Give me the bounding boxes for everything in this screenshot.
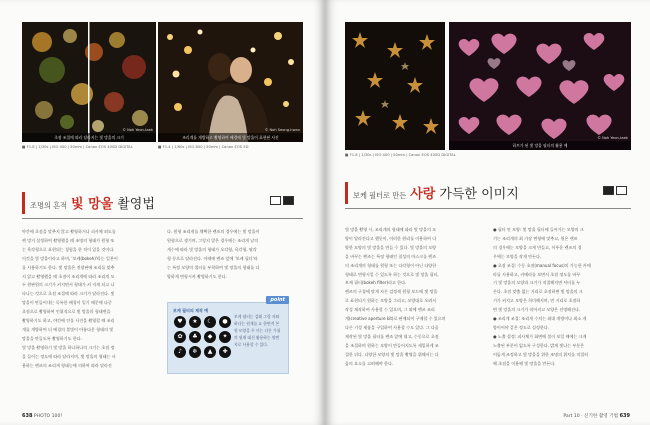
text-line: 다. 원형 조리개를 채택한 렌즈의 경우에는 빛 망울이 [167, 229, 260, 234]
couple-photo [158, 22, 303, 142]
text-line: 원형으로 생기며, 그렇지 않은 경우에는 조리개 날의 [167, 237, 259, 243]
right-footer [563, 413, 630, 419]
bokeh-shape-icon: ● [219, 316, 231, 328]
text-line: 보케 필터(bokeh filter)라고 한다. [345, 280, 407, 286]
left-heading-icons [270, 196, 294, 205]
text-line: 망울을 만들도록 촬영하기도 한다. [22, 335, 82, 341]
text-line: 다른 기성 제품을 구입하여 사용할 수도 있다. 그 다음 [345, 324, 439, 330]
right-heading-icons [603, 186, 627, 195]
text-line: 면 빛 망울의 크기가 작아지고 모양은 선명해진다. [493, 307, 581, 313]
page-icon [616, 186, 627, 195]
photo-2-exif: ■ F1.4 | 1/60s | ISO 800 | 50mm | Canon EOS 5D [158, 145, 249, 149]
text-line: 기 빛 망울의 모양과 크기가 적절해지면 셔터를 누 [493, 280, 581, 286]
left-page-number: 638 [22, 413, 33, 419]
right-column-2 [493, 226, 631, 369]
photo-4-credit: © Noh Yeon-taek [597, 136, 628, 140]
text-line: 형태로 변형시킬 수 있도록 하는 것으로 빛 망울 필터, [345, 271, 439, 277]
text-line: ● 필터 안 모양: 빛 망울 필터에 들어가는 모양의 크 [493, 227, 584, 232]
text-line: 이것을 빛 망울이라고 하며, '보케(bokeh)'라는 일본어 [22, 255, 118, 261]
point-title: 보케 필터의 제작 예 [173, 308, 209, 313]
bokeh-shape-icon: ♥ [174, 316, 186, 328]
left-heading-accent: 빛 망울 [71, 197, 114, 212]
bokeh-photo-1 [22, 22, 156, 142]
photo-1-exif: ■ F1.8 | 1/30s | ISO 400 | 50mm | Canon EOS 400D DIGITAL [22, 145, 133, 149]
text-line: 두 원판원의 크기가 커지면서 형태가 커 지게 되고 나 [22, 282, 115, 288]
bokeh-shape-icon: ♪ [174, 346, 186, 358]
text-line: 절한 뒤다. 다양한 모양의 빛 망울 촬영을 위해서는 다 [345, 351, 439, 357]
text-line: 의 경우에는 모양을 크게 만들고, 이뚜운 렌즈의 경 [493, 244, 582, 250]
bokeh-shape-icon: ✿ [174, 331, 186, 343]
left-column-2 [167, 228, 303, 281]
text-line: 야간에 초점을 맞추지 않고 촬영하거나 피사체 외도를 [22, 229, 116, 234]
couple-photo-image [158, 22, 303, 142]
right-heading-accent-bar [345, 182, 348, 204]
text-line: 라를 사용하고, 카메라를 보면서 초점 정도를 바꾸 [493, 271, 581, 277]
right-section-title: Part 10 · 신기한 촬영 기법 [563, 414, 619, 419]
text-line: ● 조리개 조절: 조리개 수치는 최대 개방이나 최소 개 [493, 316, 587, 322]
bokeh-shape-icon: ✚ [219, 346, 231, 358]
left-footer [22, 413, 62, 419]
left-heading-small: 조명의 흔적 [30, 201, 68, 210]
left-heading [30, 193, 155, 212]
photo-1-credit: © Noh Yeon-taek [122, 128, 153, 132]
left-book-title: PHOTO 100! [33, 414, 63, 419]
text-line: 음의 요소를 고려해야 한다. [345, 360, 394, 366]
point-tag: point [266, 296, 289, 304]
bokeh-shape-icon: ★ [189, 316, 201, 328]
camera-icon [603, 186, 614, 195]
text-line: 개수에 따라 빛 망울의 형태가 오각형, 육각형, 팔각 [167, 246, 257, 252]
text-line: 개(creative aperture kit)로 판매되어 구매할 수 있으며 [345, 316, 446, 322]
text-line: 초점으로 촬영하여 인위적으로 빛 망울의 형태변을 [22, 309, 111, 315]
point-box [167, 297, 289, 374]
text-line: 의 조리개의 형태를 원형 또는 다각형이 아닌 다양한 [345, 262, 437, 268]
bokeh-photo-1-image [22, 22, 156, 142]
text-line: 양하게 변형시켜 촬영하기도 한다. [167, 273, 227, 279]
text-line: 빛 망울 촬영하기 빛 망울 하나하나의 크기는 초점 정 [22, 344, 115, 350]
star-bokeh-photo [345, 22, 445, 150]
text-line: 른다. 초점 맞춤 없는 거리로 초점하면 빛 망울의 크 [493, 289, 583, 295]
text-line: ● 노출 결정: 피사체가 화면에 불이 보일 때에는 크게 [493, 333, 587, 339]
right-column-1 [345, 226, 481, 369]
bokeh-shape-icon: ✦ [219, 331, 231, 343]
left-heading-main: 촬영법 [117, 197, 155, 212]
photo-1-caption: 초점 조절에 따라 달라지는 빛 망울의 크기 [22, 133, 156, 142]
text-line: 을 조절하며 원하는 모양이 만들어지도록 세밀하게 조 [345, 342, 439, 348]
text-line: 기가 커지고 모양은 희미해지며, 먼 거리로 초점하 [493, 298, 581, 304]
text-line: 제작된 빛 망울 필터를 렌즈 앞에 대고, 수동으로 초점 [345, 333, 439, 339]
text-line: 촬영하기도 하고, 야간에 인물 사진을 촬영할 때 조리 [22, 318, 115, 324]
heading-accent-bar [22, 192, 25, 214]
text-line: 방이어야 같은 정도로 설정한다. [493, 324, 549, 330]
page-icon [270, 196, 281, 205]
text-line: 는 육각형으로 표현되는 경험을 한 적이 있을 것이다. [22, 246, 115, 252]
camera-icon [283, 196, 294, 205]
right-page [325, 0, 650, 425]
bokeh-shape-icon: ♣ [189, 331, 201, 343]
photo-2-credit: © Noh Seong-hwan [264, 128, 300, 132]
text-line: 로 표현되기 원하는 모양을 그리고, 모양대로 오려서 [345, 298, 437, 304]
text-line: 형 등으로 달라진다. 이때에 렌즈 앞에 '보케 필터'라 [167, 255, 258, 261]
bokeh-shape-icon: ❄ [189, 346, 201, 358]
text-line: 렌즈의 구경에 맞게 자른 검정색 원형 보드에 빛 망울 [345, 289, 438, 295]
star-bokeh-image [345, 22, 445, 150]
bokeh-shape-icon: ☾ [204, 316, 216, 328]
text-line: 망울이 만들어내는 독특한 배경이 일기 때문에 다중 [22, 300, 112, 306]
text-line: 빛 망울 촬영 시, 조리개의 형태에 따라 빛 망울의 모 [345, 227, 437, 232]
right-heading-small: 보케 필터로 만든 [353, 191, 407, 200]
bokeh-shape-icon: ▲ [204, 346, 216, 358]
left-column-1 [22, 228, 158, 371]
bokeh-shape-icon: ◆ [204, 331, 216, 343]
text-line: 노출된 부분이 없도록 구성한다. 밝게 빛나는 부분은 [493, 342, 585, 348]
heart-bokeh-image [449, 22, 631, 150]
right-heading-accent: 사랑 [410, 187, 436, 202]
right-heading-rule [345, 208, 631, 209]
text-line: 어둡게 조정하고 빛 망울을 위한 조명의 위치를 적절히 [493, 351, 589, 357]
text-line: 우에는 모양을 작게 만든다. [493, 253, 542, 259]
text-line: 를 사용하기도 한다. 빛 망울은 전광판에 조리를 맞추 [22, 264, 115, 270]
text-line: 기는 조리개의 최 가장 면형에 맞추고, 원은 렌즈 [493, 235, 578, 241]
photo-2-caption: 조리개를 개방하고 촬영하여 배경에 빛 망울이 표현된 사진 [158, 133, 303, 142]
text-line: 을 바꾸는 렌즈는 특정 형태인 칠성의 마스크를 렌즈 [345, 253, 437, 259]
text-line: 타나는 것으로 초점 조절에 따라 크기가 달라진다. 빛 [22, 291, 115, 297]
text-line: 는 특정 모양의 셀터를 부착하여 빛 망울의 형태를 다 [167, 264, 260, 270]
right-exif: ■ F1.8 | 1/30s | ISO 400 | 50mm | Canon EOS 400D DIGITAL [345, 153, 456, 157]
right-heading-main: 가득한 이미지 [439, 187, 519, 202]
text-line: 지 않고 촬영했을 때 초점이 조리개에 따라 조리개 모 [22, 273, 115, 279]
point-text: 보케 필터는 검쇄 그림 자와 하다는 원재를 요 한면적 본 원 모양을 꾸 미는 다른 가위의 원재 대신 활용하는 양면지로 사용할 수 있다. [234, 314, 281, 347]
text-line: 용하는 렌즈의 조리개 형태능에 의하여 따라 달라진 [22, 362, 112, 368]
text-line: 양한 모양의 빛 망울을 만들 수 있다. 빛 망울의 모양 [345, 244, 437, 250]
text-line: 렌 망거 설정하여 촬영했을 때 조명의 형태가 원형 또 [22, 237, 115, 243]
text-line: 작성 제작하여 사용할 수 있으며, 그 외에 렌즈 조리 [345, 307, 435, 313]
text-line: 을 들어는 정도에 따라 달라지며, 빛 망울의 형태는 사 [22, 353, 116, 359]
right-page-number: 639 [619, 413, 630, 419]
text-line: 개를 개방하여 더 배경의 불빛이 아름다운 형태의 빛 [22, 326, 114, 332]
heart-bokeh-photo [449, 22, 631, 150]
left-heading-rule [22, 218, 303, 219]
photo-4-caption: 하트가 된 빛 망울 필터의 활용 예 [449, 141, 631, 150]
text-line: 양이 달라진다고 했듯이, 이러한 원리를 이용하여 다 [345, 235, 437, 241]
text-line: ● 초점 조절: 수동 초점(manual focus)의 가능한 카메 [493, 262, 591, 268]
text-line: 해 초점을 이용해 빛 망울을 만든다. [493, 360, 556, 366]
right-heading [353, 183, 519, 202]
bokeh-shape-grid [174, 316, 231, 358]
